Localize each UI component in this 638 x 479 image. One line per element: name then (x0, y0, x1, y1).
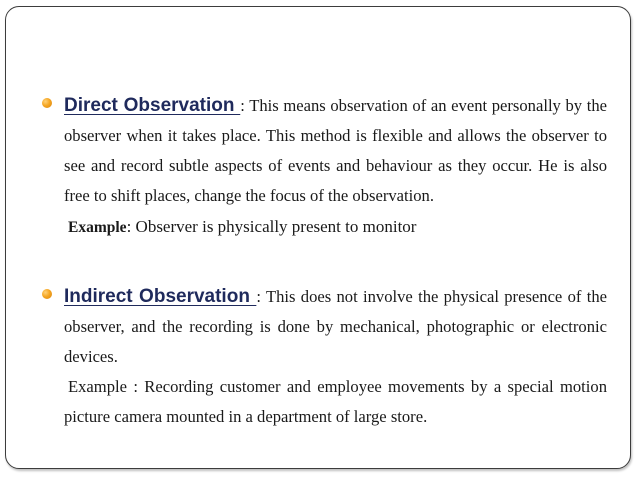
orange-bullet-icon (42, 289, 52, 299)
example-label: Example (68, 219, 127, 236)
example-text: : Observer is physically present to monitor (126, 217, 417, 236)
indirect-observation-term: Indirect Observation (64, 286, 257, 307)
indirect-observation-example (64, 372, 607, 432)
direct-observation-paragraph (64, 91, 607, 211)
indirect-observation-body: : This does not involve the physical presence of the observer, and the recording is done by mechanical, photographic or electronic devices. (64, 287, 607, 366)
slide-content (42, 91, 607, 432)
indirect-example-text: Example : Recording customer and employee movements by a special motion picture camera mounted in a department of large store. (64, 377, 607, 426)
slide-frame (5, 6, 631, 469)
direct-observation-body: : This means observation of an event personally by the observer when it takes place. This method is flexible and allows the observer to see and record subtle aspects of events and behaviour as they occur. He is also free to shift places, change the focus of the observation. (64, 96, 607, 205)
indirect-observation-paragraph (64, 282, 607, 372)
orange-bullet-icon (42, 98, 52, 108)
direct-observation-example (68, 212, 607, 243)
bullet-direct-observation (42, 91, 607, 211)
direct-observation-term: Direct Observation (64, 95, 241, 116)
bullet-indirect-observation (42, 282, 607, 372)
